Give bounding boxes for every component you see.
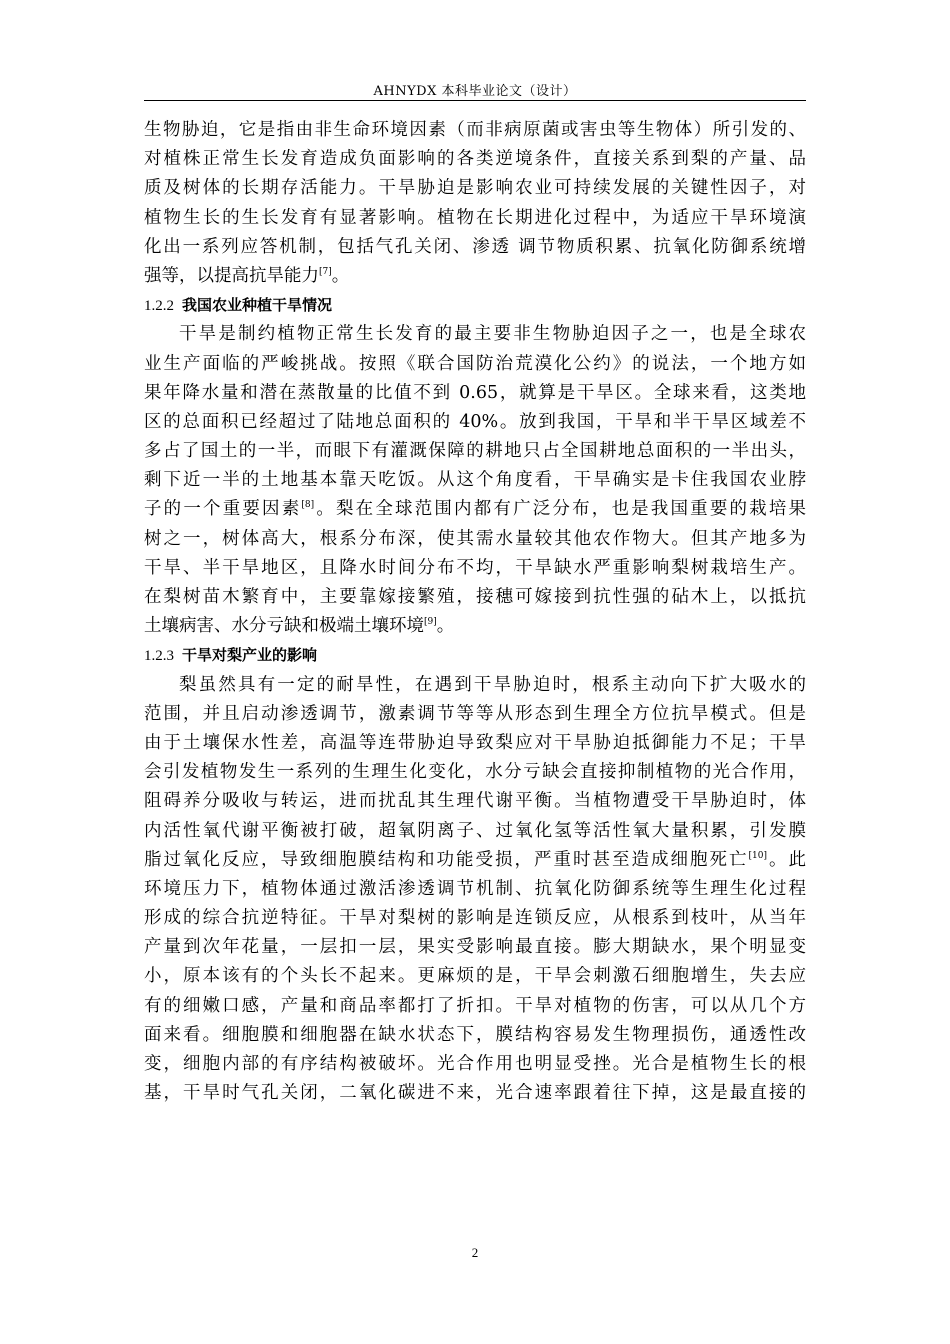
text-line [144,495,806,524]
text-line: 业生产面临的严峻挑战。按照《联合国防治荒漠化公约》的说法，一个地方如 [144,353,806,374]
paragraph-3 [144,671,806,1109]
section-heading-1-2-2 [144,291,806,320]
text-line: 剩下近一半的土地基本靠天吃饭。从这个角度看，干旱确实是卡住我国农业脖 [144,470,806,491]
text-line: 干旱是制约植物正常生长发育的最主要非生物胁迫因子之一，也是全球农 [179,324,806,345]
text-run: 。梨在全球范围内都有广泛分布，也是我国重要的栽培果 [314,499,807,520]
text-line: 区的总面积已经超过了陆地总面积的 40%。放到我国，干旱和半干旱区域差不 [144,411,806,432]
text-line: 范围，并且启动渗透调节，激素调节等等从形态到生理全方位抗旱模式。但是 [144,703,806,724]
text-run: 土壤病害、水分亏缺和极端土壤环境 [144,616,424,637]
text-line [144,846,806,875]
text-run: 强等，以提高抗旱能力 [144,265,319,286]
text-line [144,612,806,641]
text-line [144,262,806,291]
text-run: 脂过氧化反应，导致细胞膜结构和功能受损，严重时甚至造成细胞死亡 [144,849,749,870]
text-line: 面来看。细胞膜和细胞器在缺水状态下，膜结构容易发生物理损伤，通透性改 [144,1024,806,1045]
text-line: 内活性氧代谢平衡被打破，超氧阴离子、过氧化氢等活性氧大量积累，引发膜 [144,820,806,841]
running-header: AHNYDX 本科毕业论文（设计） [373,84,577,99]
section-heading-1-2-3 [144,641,806,670]
text-line: 小，原本该有的个头长不起来。更麻烦的是，干旱会刺激石细胞增生，失去应 [144,966,806,987]
text-line: 形成的综合抗逆特征。干旱对梨树的影响是连锁反应，从根系到枝叶，从当年 [144,908,806,929]
text-line: 果年降水量和潜在蒸散量的比值不到 0.65，就算是干旱区。全球来看，这类地 [144,382,806,403]
text-line: 变，细胞内部的有序结构被破坏。光合作用也明显受挫。光合是植物生长的根 [144,1054,806,1074]
text-line: 化出一系列应答机制，包括气孔关闭、渗透 调节物质积累、抗氧化防御系统增 [144,236,806,257]
text-line: 生物胁迫，它是指由非生命环境因素（而非病原菌或害虫等生物体）所引发的、 [144,120,806,140]
section-title: 我国农业种植干旱情况 [182,296,333,315]
citation: [9] [424,617,437,628]
citation: [7] [319,266,332,277]
text-line: 对植株正常生长发育造成负面影响的各类逆境条件，直接关系到梨的产量、品 [144,149,806,170]
text-line: 阻碍养分吸收与转运，进而扰乱其生理代谢平衡。当植物遭受干旱胁迫时，体 [144,791,806,812]
paragraph-1 [144,116,806,291]
page-body [144,116,806,1108]
section-number: 1.2.2 [144,298,174,315]
text-line: 产量到次年花量，一层扣一层，果实受影响最直接。膨大期缺水，果个明显变 [144,937,806,958]
text-line: 会引发植物发生一系列的生理生化变化，水分亏缺会直接抑制植物的光合作用， [144,762,806,783]
section-number: 1.2.3 [144,648,174,665]
text-line: 植物生长的生长发育有显著影响。植物在长期进化过程中，为适应干旱环境演 [144,207,806,228]
citation: [10] [748,850,767,861]
text-run: 。此 [767,849,807,870]
header-rule [144,100,806,101]
text-run: 。 [436,616,455,637]
page-number: 2 [471,1245,479,1260]
text-line: 梨虽然具有一定的耐旱性，在遇到干旱胁迫时，根系主动向下扩大吸水的 [179,674,806,695]
text-line: 干旱、半干旱地区，且降水时间分布不均，干旱缺水严重影响梨树栽培生产。 [144,557,806,578]
section-title: 干旱对梨产业的影响 [182,646,318,665]
text-line: 在梨树苗木繁育中，主要靠嫁接繁殖，接穗可嫁接到抗性强的砧木上，以抵抗 [144,587,806,607]
paragraph-2 [144,320,806,641]
text-line: 环境压力下，植物体通过激活渗透调节机制、抗氧化防御系统等生理生化过程 [144,878,806,899]
text-line: 基，干旱时气孔关闭，二氧化碳进不来，光合速率跟着往下掉，这是最直接的 [144,1083,806,1104]
text-line: 树之一，树体高大，根系分布深，使其需水量较其他农作物大。但其产地多为 [144,528,806,549]
text-line: 多占了国土的一半，而眼下有灌溉保障的耕地只占全国耕地总面积的一半出头， [144,441,806,462]
text-line: 有的细嫩口感，产量和商品率都打了折扣。干旱对植物的伤害，可以从几个方 [144,995,806,1016]
text-line: 质及树体的长期存活能力。干旱胁迫是影响农业可持续发展的关键性因子，对 [144,178,806,199]
text-line: 由于土壤保水性差，高温等连带胁迫导致梨应对干旱胁迫抵御能力不足；干旱 [144,732,806,753]
text-run: 。 [331,265,350,286]
text-run: 子的一个重要因素 [144,499,302,520]
citation: [8] [301,500,315,511]
